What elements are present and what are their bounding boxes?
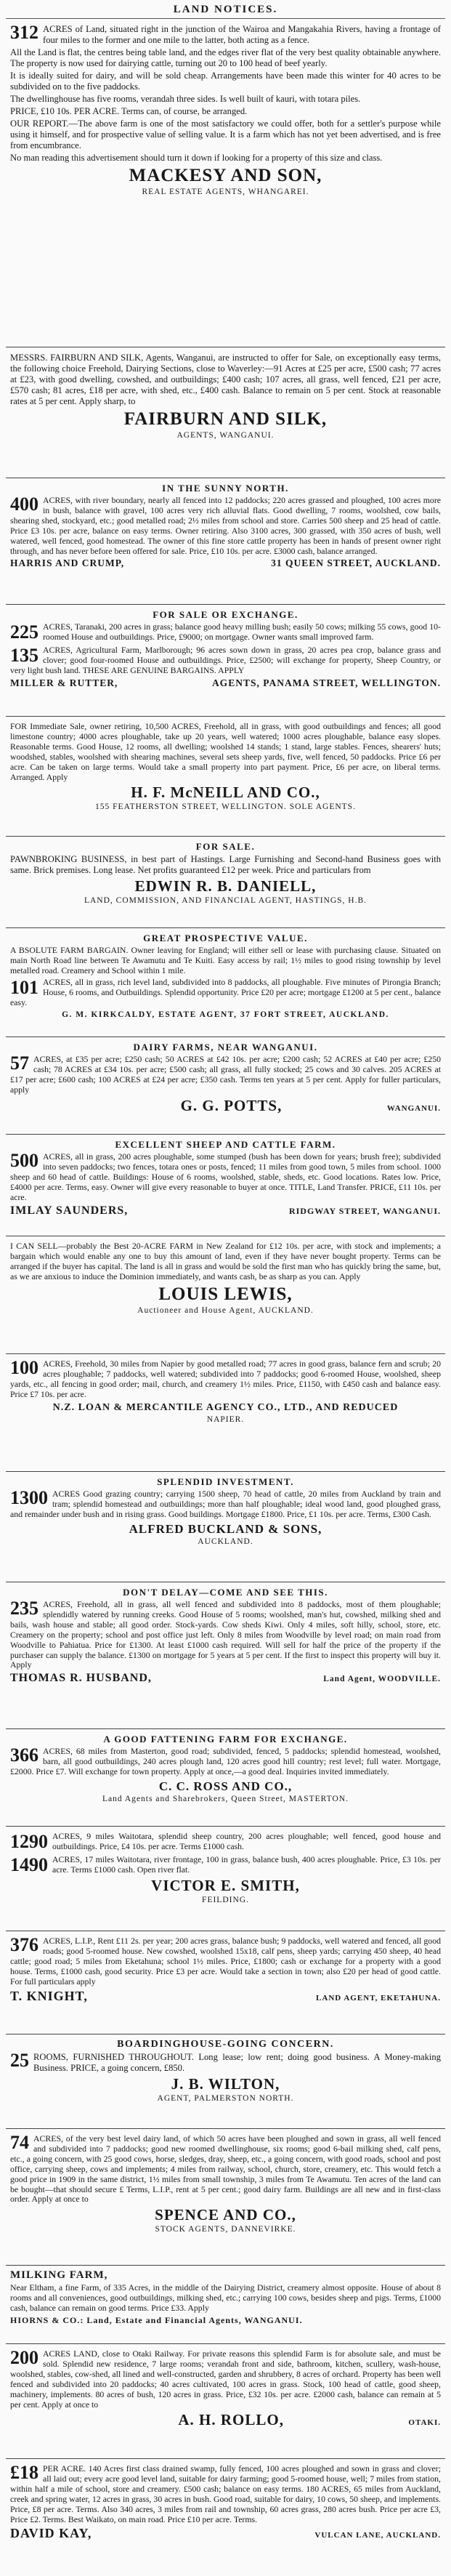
ad-text: ACRES, Agricultural Farm, Marlborough; 96 acres sown down in grass, 20 acres pea crop, balance grass and clover; good four-roomed House and outbuildings. Price, £2500; will exchange for property, Sheep Country, or very light bush land. THESE ARE GENUINE BARGAINS. APPLY [10, 644, 441, 675]
acreage-number: 500 [10, 1150, 38, 1171]
ad-text: ACRES, with river boundary, nearly all fenced into 12 paddocks; 220 acres grassed and ploughed, 100 acres more in bush, balance with gravel, 100 acres very rich alluvial flats. Good dwelling, 7 rooms, woolshed, cow bails, shearing shed, stockyard, etc.; good metalled road; 2½ miles from school and store. Carries 500 sheep and 25 head of cattle. Price £3 10s. per acre, balance on easy terms. Owner retiring. Also 3100 acres, 300 grassed, with 350 acres of bush, well watered, well fenced, good homestead. The owner of this fine store cattle property has been in hands of present owner right through, and has never before been offered for sale. Price, £10 10s. per acre. £3000 cash, balance arranged. [10, 495, 441, 556]
agent-name: THOMAS R. HUSBAND, [10, 1672, 152, 1685]
agent-address: STOCK AGENTS, DANNEVIRKE. [155, 2225, 296, 2234]
ad-text: ACRES, all in grass, rich level land, subdivided into 8 paddocks, all ploughable. Five minutes of Pirongia Branch; House, 6 rooms, and Outbuildings. Splendid opportunity. Price £20 per acre; mortgage £1200 at 5 per cent., balance easy. [10, 976, 441, 1007]
acreage-number: 100 [10, 1357, 38, 1378]
ad-headline: A GOOD FATTENING FARM FOR EXCHANGE. [103, 1734, 348, 1744]
agent-address: NAPIER. [206, 1414, 245, 1424]
acreage-number: 235 [10, 1598, 38, 1619]
agent-name: T. KNIGHT, [10, 1988, 88, 2003]
agent-address: WANGANUI. [386, 1103, 441, 1113]
ad-headline: GREAT PROSPECTIVE VALUE. [143, 933, 308, 943]
agent-address: OTAKI. [408, 2418, 441, 2428]
ad-fairburn [6, 347, 445, 478]
agent-name: A. H. ROLLO, [178, 2411, 284, 2429]
acreage-number: 57 [10, 1052, 29, 1074]
acreage-number: 366 [10, 1744, 38, 1766]
agent-address: Land Agents and Sharebrokers, Queen Street, MASTERTON. [102, 1794, 349, 1803]
acreage-number: 400 [10, 494, 38, 515]
ad-hiorns [6, 2266, 445, 2344]
ad-headline: IN THE SUNNY NORTH. [162, 483, 289, 494]
agent-name: ALFRED BUCKLAND & SONS, [129, 1521, 322, 1536]
ad-text: All the Land is flat, the centres being table land, and the edges river flat of the very best quality obtainable anywhere. The property is now used for dairying cattle, turning out 20 to 100 head of beef yearly. [10, 47, 441, 68]
agent-name: FAIRBURN AND SILK, [123, 409, 328, 429]
ad-kirkcaldy [6, 928, 445, 1037]
agent-name: LOUIS LEWIS, [158, 1284, 293, 1304]
ad-text: FOR Immediate Sale, owner retiring, 10,500 ACRES, Freehold, all in grass, with good outbuildings and fences; all good limestone country; 4000 acres ploughable, take up 20 years, well watered; 1000 acres ploughable, balance easy slopes. Reasonable terms. Good House, 12 rooms, all dwelling; woolshed 14 stands; 1 stand, large stables. Fences, shearers' huts; woodshed, stables, woolshed with shearing machines, several sets sheep yards, five, well fenced, 50 paddocks. Price £6 per acre. Can be taken on large terms. Would take a small property into part payment. Price, £6 per acre, on liberal terms. Arranged. Apply [10, 721, 441, 782]
ad-text: ACRES, all in grass, 200 acres ploughable, some stumped (bush has been down for years; brush free); subdivided into seven paddocks; two fences, totara ones or posts, fenced; 11 miles from good town, 5 miles from school. 1000 sheep and 60 head of cattle. Buildings: House of 6 rooms, woolshed, stable, sheds, etc. Good locations. Rates low. Price, £4000 per acre. Terms, easy. Owner will give every reasonable to buyer at once. TITLE, Land Transfer. PRICE, £11 10s. per acre. [10, 1151, 441, 1202]
acreage-number: 101 [10, 976, 38, 998]
agent-address: RIDGWAY STREET, WANGANUI. [288, 1205, 441, 1216]
agent-address: AGENTS, WANGANUI. [176, 431, 275, 440]
ad-text: No man reading this advertisement should turn it down if looking for a property of this size and class. [10, 153, 383, 163]
agent-name: HARRIS AND CRUMP, [10, 558, 125, 569]
agent-name: H. F. McNEILL AND CO., [131, 784, 320, 802]
agent-name: IMLAY SAUNDERS, [10, 1204, 129, 1217]
ad-text: ACRES LAND, close to Otaki Railway. For private reasons this splendid Farm is for absolute sale, and must be sold. Splendid new residence, 7 large rooms; verandah front and side, bathroom, kitchen, scullery, wash-house, woolshed, stables, cow-shed, all lined and well-constructed, garden and shrubbery, 8 acres of orchard. Property has been well fenced and subdivided into 20 paddocks; 40 acres cultivated, 100 acres in grass. Stock, 100 head of cattle, good sheep, machinery, implements. 80 acres of bush, 120 acres in grass. Price, £32 10s. per acre. £2000 cash, balance can remain at 5 per cent. Apply at once to [10, 2348, 441, 2410]
ad-text: It is ideally suited for dairy, and will be sold cheap. Arrangements have been made this winter for 40 acres to be subdivided on to the five paddocks. [10, 71, 441, 92]
agent-address: AUCKLAND. [198, 1537, 253, 1546]
agent-name: MACKESY AND SON, [129, 166, 322, 185]
ad-text: OUR REPORT.—The above farm is one of the most satisfactory we could offer, both for a settler's purpose while using it himself, and for prospective value of selling value. It is a farm which has not yet been advertised, and is free from encumbrance. [10, 118, 441, 150]
ad-harris [6, 478, 445, 605]
ad-headline: EXCELLENT SHEEP AND CATTLE FARM. [115, 1139, 336, 1150]
agent-name: J. B. WILTON, [171, 2075, 280, 2093]
ad-text: ACRES of Land, situated right in the junction of the Wairoa and Mangakahia Rivers, having a frontage of four miles to the former and one mile to the latter, both acting as a fence. [43, 24, 441, 45]
ad-nz-loan [6, 1354, 445, 1472]
ad-text: ACRES, 17 miles Waitotara, river frontage, 100 in grass, balance bush, 400 acres ploughable. Price, £3 10s. per acre. Terms £1000 cash. Open river flat. [52, 1853, 441, 1875]
agent-name: MILLER & RUTTER, [10, 677, 118, 688]
acreage-number: 225 [10, 621, 38, 643]
ad-headline: FOR SALE OR EXCHANGE. [153, 609, 298, 620]
ad-headline: MILKING FARM, [10, 2269, 108, 2281]
agent-address: VULCAN LANE, AUCKLAND. [314, 2531, 441, 2540]
agent-address: LAND AGENT, EKETAHUNA. [316, 1993, 441, 2003]
agent-address: AGENTS, PANAMA STREET, WELLINGTON. [211, 677, 441, 688]
ad-headline: FOR SALE. [195, 841, 256, 852]
ad-mackesy [6, 19, 445, 347]
ad-text: ACRES Good grazing country; carrying 1500 sheep, 70 head of cattle, 20 miles from Auckland by train and tram; splendid homestead and outbuildings; more than half ploughable; ideal wood land, good ploughed grass, and remainder under bush and in rising grass. Good buildings. Mortgage £1800. Price, £1 10s. per acre. Terms, £300 Cash. [10, 1489, 441, 1519]
agent-footer: G. M. KIRKCALDY, ESTATE AGENT, 37 FORT STREET, AUCKLAND. [62, 1010, 389, 1020]
acreage-number: 1490 [10, 1853, 48, 1875]
agent-address: LAND, COMMISSION, AND FINANCIAL AGENT, HASTINGS, H.B. [84, 896, 367, 905]
ad-text: MESSRS. FAIRBURN AND SILK, Agents, Wanganui, are instructed to offer for Sale, on exceptionally easy terms, the following choice Freehold, Dairying Sections, close to Waverley:—91 Acres at £25 per acre, £500 cash; 77 acres at £23, with good dwelling, cowshed, and outbuildings; £400 cash; 107 acres, all grass, well fenced, £21 per acre, £570 cash; 81 acres, £18 per acre, with shed, etc., £400 cash. Balance to remain on 5 per cent. Stock at reasonable rates at 5 per cent. Apply sharp, to [10, 353, 441, 406]
ad-miller-rutter [6, 605, 445, 717]
agent-address: Auctioneer and House Agent, AUCKLAND. [137, 1305, 314, 1315]
ad-price: PRICE, £10 10s. PER ACRE. Terms can, of course, be arranged. [10, 106, 248, 116]
section-title: LAND NOTICES. [6, 1, 445, 19]
ad-knight [6, 1931, 445, 2034]
ad-husband [6, 1582, 445, 1729]
acreage-number: 25 [10, 2050, 29, 2071]
ad-headline: SPLENDID INVESTMENT. [157, 1476, 294, 1487]
ad-kay [6, 2459, 445, 2576]
agent-address: AGENT, PALMERSTON NORTH. [157, 2094, 294, 2103]
ad-text: I CAN SELL—probably the Best 20-ACRE FARM in New Zealand for £12 10s. per acre, with stock and implements; a bargain which would enable any one to buy this amount of land, even if they have never bought property. Terms can be arranged if the buyer has capital. The land is all in grass and would be sold the first man who has quickly bring the same, but, as we are anxious to induce the Dominion immediately, and wants cash, be as sharp as you can. Apply [10, 1241, 441, 1281]
ad-headline: DON'T DELAY—COME AND SEE THIS. [123, 1587, 328, 1598]
ad-mcneill [6, 717, 445, 837]
acreage-number: 200 [10, 2347, 38, 2368]
ad-headline: DAIRY FARMS, NEAR WANGANUI. [133, 1042, 318, 1052]
agent-name: N.Z. LOAN & MERCANTILE AGENCY CO., LTD., AND REDUCED [52, 1401, 399, 1413]
agent-name: SPENCE AND CO., [155, 2206, 296, 2224]
ad-text: ROOMS, FURNISHED THROUGHOUT. Long lease; low rent; doing good business. A Money-making Business. PRICE, a going concern, £850. [33, 2052, 441, 2073]
ad-text: ACRES, 9 miles Waitotara, splendid sheep country, 200 acres ploughable; well fenced, good house and outbuildings. Price, £4 10s. per acre. Terms £1000 cash. [52, 1831, 441, 1851]
ad-text: ACRES, Freehold, 30 miles from Napier by good metalled road; 77 acres in good grass, balance fern and scrub; 20 acres ploughable; 7 paddocks, well watered; subdivided into 7 paddocks; good 6-roomed House, woolshed, sheep yards, etc., all fencing in good order; mail, church, and creamery 1½ miles. Price, £1150, with £450 cash and balance easy. Price £7 10s. per acre. [10, 1359, 441, 1399]
ad-daniell [6, 837, 445, 928]
agent-name: DAVID KAY, [10, 2526, 92, 2541]
ad-text: PAWNBROKING BUSINESS, in best part of Hastings. Large Furnishing and Second-hand Business goes with same. Brick premises. Long lease. Net profits guaranteed £12 per week. Price and particulars from [10, 854, 441, 875]
ad-buckland [6, 1472, 445, 1582]
newspaper-page [6, 0, 445, 2576]
ad-text: ACRES, of the very best level dairy land, of which 50 acres have been ploughed and sown in grass, all well fenced and subdivided into 7 paddocks; good new roomed dwellinghouse, six rooms; good 6-bail milking shed, calf pens, etc., a going concern, with 25 good cows, horse, sledges, dray, sheep, etc., a going concern, with good roads, school and post office, carrying sheep, cows and implements; 4 miles from railway, school, church, store, creamery, etc. This would fetch a good price in 1909 in the same district, 1½ miles from small township, 3 miles from Te Awamutu. Ten acres of the land can be bought—that should secure £ Terms, L.I.P., rent at 5 per cent.; good dairy farm. Buildings are all new and in first-class order. Apply at once to [10, 2133, 441, 2205]
ad-text: ACRES, Taranaki, 200 acres in grass; balance good heavy milling bush; easily 50 cows; milking 55 cows, good 10-roomed House and outbuildings. Price, £9000; on mortgage. Owner wants small improved farm. [43, 621, 441, 642]
agent-footer: HIORNS & CO.: Land, Estate and Financial Agents, WANGANUI. [10, 2314, 303, 2325]
acreage-number: 376 [10, 1934, 38, 1955]
ad-potts [6, 1037, 445, 1135]
ad-text: ACRES, at £35 per acre; £250 cash; 50 ACRES at £42 10s. per acre; £200 cash; 52 ACRES at £40 per acre; £250 cash; 78 ACRES at £34 10s. per acre; £500 cash; all grass, all fully stocked; 25 cows and 30 calves. 205 ACRES at £17 per acre; £600 cash; 100 ACRES at £24 per acre; £350 cash. Terms ten years at 5 per cent. Apply for fuller particulars, apply [10, 1054, 441, 1095]
agent-address: Land Agent, WOODVILLE. [323, 1675, 441, 1684]
agent-name: G. G. POTTS, [180, 1096, 283, 1114]
agent-name: C. C. ROSS AND CO., [158, 1779, 293, 1793]
ad-lewis [6, 1236, 445, 1354]
ad-text: PER ACRE. 140 Acres first class drained swamp, fully fenced, 100 acres ploughed and sown in grass and clover; all laid out; every acre good level land, suitable for dairy farming; good 5-roomed house, well; 7 miles from station, within half a mile of school, store and creamery. £500 cash; balance on easy terms. 180 ACRES, 65 miles from Auckland, creek and spring water, 12 acres in grass, 30 acres in bush. Good road, suitable for dairy, 10 cows, 50 sheep, and implements. Price, £8 per acre. Terms. Also 340 acres, 3 miles from rail and township, 60 acres grass, 280 acres bush. Price per acre £3, Price £2. Terms. Best Waikato, on main road. Price £10 per acre. Terms. [10, 2463, 441, 2524]
agent-address: FEILDING. [202, 1895, 249, 1904]
ad-text: Near Eltham, a fine Farm, of 335 Acres, in the middle of the Dairying District, creamery almost opposite. House of about 8 rooms and all conveniences, good outbuildings, milking shed, etc.; carrying 100 cows, besides sheep and pigs. Terms, £1000 cash, balance can remain on good terms. Price £33. Apply [10, 2282, 441, 2313]
ad-ross [6, 1729, 445, 1827]
acreage-number: 74 [10, 2132, 29, 2153]
agent-address: 155 FEATHERSTON STREET, WELLINGTON. SOLE AGENTS. [95, 802, 356, 812]
ad-spence [6, 2129, 445, 2266]
acreage-number: 1290 [10, 1831, 48, 1852]
ad-smith [6, 1827, 445, 1931]
ad-saunders [6, 1135, 445, 1236]
ad-text: ACRES, L.I.P., Rent £11 2s. per year; 200 acres grass, balance bush; 9 paddocks, well watered and fenced, all good roads; good 5-roomed house. New cowshed, woolshed 15x18, calf pens, sheep yards; carrying 450 sheep, 40 head cattle; good road; 5 miles from Eketahuna; school 1½ miles. Price, £1800; cash or exchange for a property with a good house. Terms, £1000 cash, good security. Price £3 per acre. Would take a section in town; also £20 per head of good cattle. For full particulars apply [10, 1936, 441, 1987]
acreage-number: £18 [10, 2462, 38, 2483]
ad-text: The dwellinghouse has five rooms, verandah three sides. Is well built of kauri, with totara piles. [10, 94, 361, 104]
agent-name: VICTOR E. SMITH, [151, 1876, 300, 1894]
agent-address: REAL ESTATE AGENTS, WHANGAREI. [142, 188, 309, 196]
ad-headline: BOARDINGHOUSE-GOING CONCERN. [117, 2039, 334, 2050]
agent-name: EDWIN R. B. DANIELL, [134, 877, 317, 895]
ad-wilton [6, 2034, 445, 2129]
agent-address: 31 QUEEN STREET, AUCKLAND. [271, 558, 441, 569]
acreage-number: 312 [10, 22, 38, 43]
ad-text: ACRES, Freehold, all in grass, all well fenced and subdivided into 8 paddocks, most of them ploughable; splendidly watered by running creeks. Good House of 5 rooms; woolshed, man's hut, cowshed, milking shed and bails, wash house and stable; all good order. Stock-yards. Cow sheds Kiwi. Only 4 miles, soft hilly, school, store, etc. Creamery on the property; school and post office just left. Only 8 miles from Woodville by level road; on main road from Woodville to Pahiatua. Price for £1300. At least £1000 cash required. Will sell for half the price of the property if the purchaser can supply the balance. £1300 on mortgage for 5 years at 5 per cent. If the first to inspect this property will buy it. Apply [10, 1599, 441, 1670]
ad-text: ACRES, 68 miles from Masterton, good road; subdivided, fenced, 5 paddocks; splendid homestead, woolshed, barn, all good outbuildings, 240 acres plough land, 120 acres good hill country; rest level; full water. Mortgage, £2000. Price £7. Will exchange for town property. Apply at once,—a good deal. Inquiries invited immediately. [10, 1746, 441, 1776]
acreage-number: 135 [10, 644, 38, 666]
ad-rollo [6, 2344, 445, 2459]
acreage-number: 1300 [10, 1487, 48, 1508]
ad-text: A BSOLUTE FARM BARGAIN. Owner leaving for England; will either sell or lease with purchasing clause. Situated on main North Road line between Te Awamutu and Te Kuiti. Easy access by rail; 1½ miles to good rising township by level metalled road. Creamery and School within 1 mile. [10, 945, 441, 975]
